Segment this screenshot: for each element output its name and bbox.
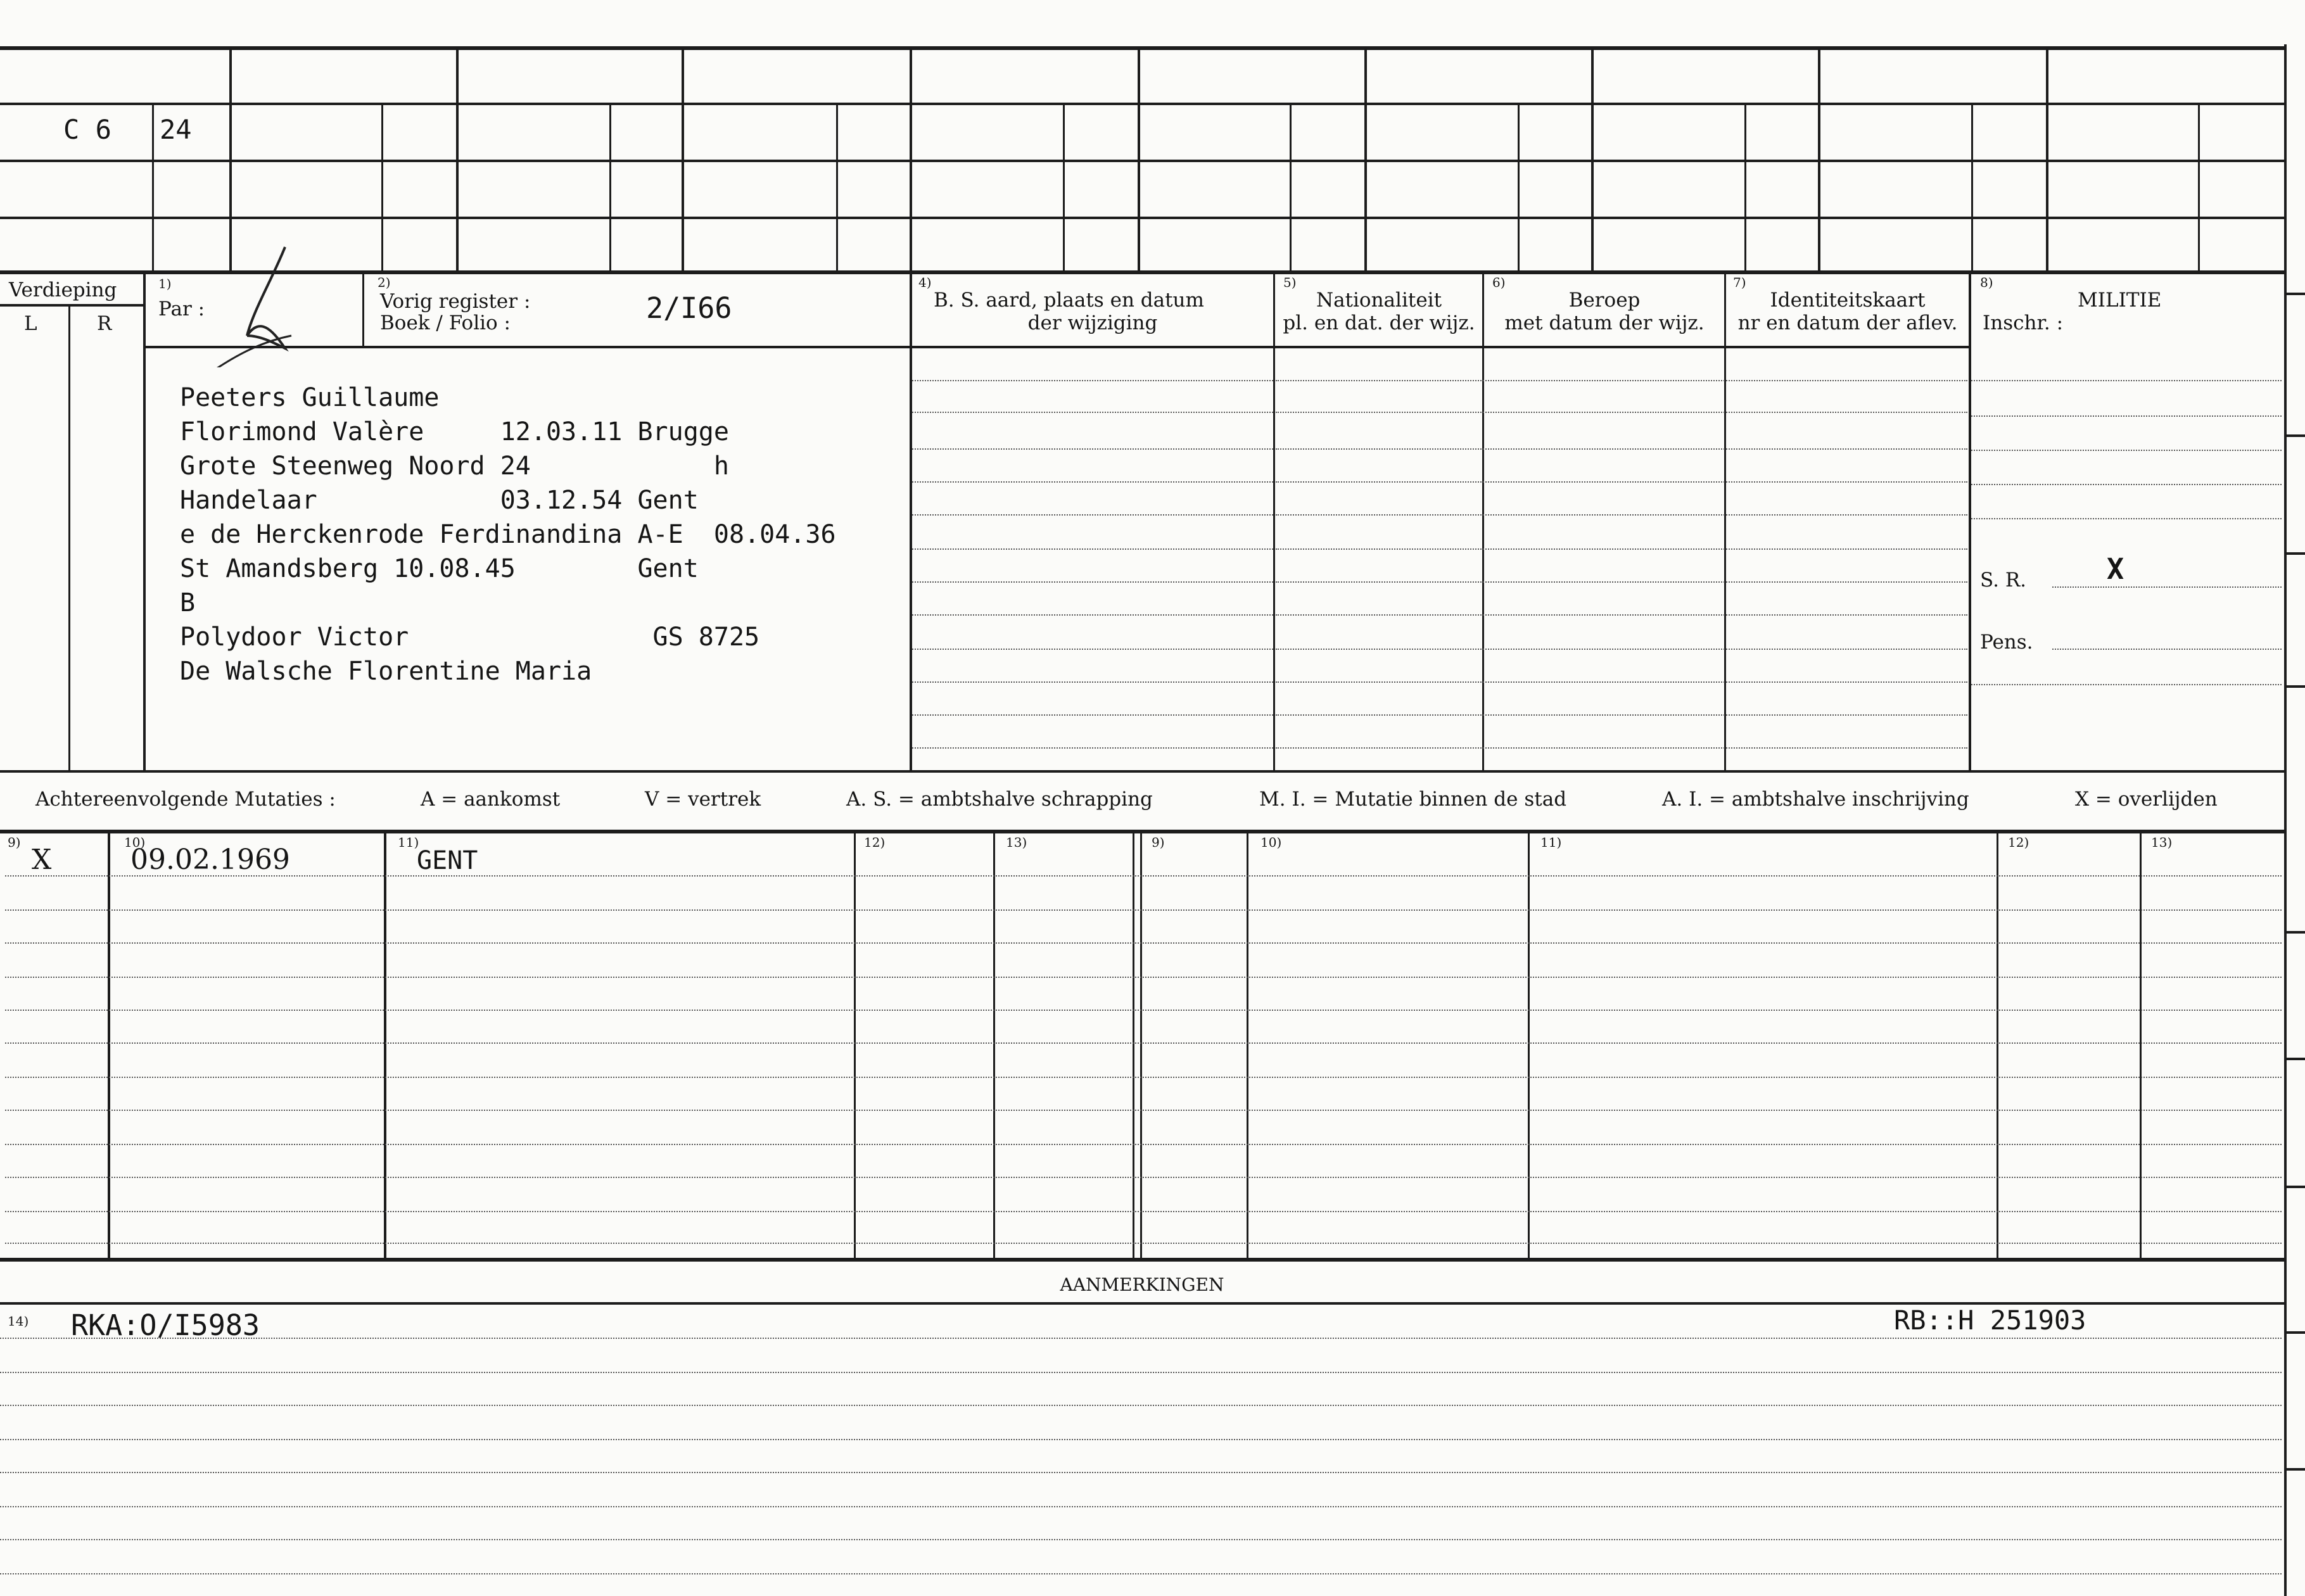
vorig-value: 2/I66 xyxy=(646,291,732,325)
militie-num: 8) xyxy=(1980,275,1993,290)
col-num-11b: 11) xyxy=(1540,835,1562,850)
beroep-label-1: Beroep xyxy=(1568,289,1641,312)
top-border xyxy=(0,46,2287,50)
inschr-label: Inschr. : xyxy=(1983,312,2064,334)
col-num-10b: 10) xyxy=(1260,835,1282,850)
aanmerkingen-rka: RKA:O/I5983 xyxy=(71,1308,260,1342)
vorig-num: 2) xyxy=(378,275,391,290)
col-num-9: 9) xyxy=(8,835,21,850)
legend-aankomst: A = aankomst xyxy=(421,788,561,811)
beroep-label-2: met datum der wijz. xyxy=(1504,312,1705,334)
militie-label: MILITIE xyxy=(2078,289,2162,312)
legend-ambtshalve-inschrijving: A. I. = ambtshalve inschrijving xyxy=(1662,788,1969,811)
legend-vertrek: V = vertrek xyxy=(645,788,761,811)
person-line: Polydoor Victor GS 8725 xyxy=(180,623,760,652)
code-left: C 6 xyxy=(63,114,111,145)
col-num-13b: 13) xyxy=(2151,835,2173,850)
top-grid-line xyxy=(0,160,2287,162)
bs-label-1: B. S. aard, plaats en datum xyxy=(934,289,1204,312)
ident-label-2: nr en datum der aflev. xyxy=(1737,312,1958,334)
nat-num: 5) xyxy=(1283,275,1297,290)
sr-label: S. R. xyxy=(1980,569,2027,592)
sr-value: X xyxy=(2107,552,2124,586)
person-line: B xyxy=(180,588,196,618)
vorig-label: Vorig register : xyxy=(380,290,531,313)
person-line: e de Herckenrode Ferdinandina A-E 08.04.36 xyxy=(180,520,836,549)
code-right: 24 xyxy=(160,114,192,145)
person-line: De Walsche Florentine Maria xyxy=(180,657,592,686)
legend-overlijden: X = overlijden xyxy=(2075,788,2218,811)
nat-label-2: pl. en dat. der wijz. xyxy=(1283,312,1475,334)
beroep-num: 6) xyxy=(1492,275,1506,290)
bs-label-2: der wijziging xyxy=(1027,312,1158,334)
par-label: Par : xyxy=(158,298,205,320)
person-line: Grote Steenweg Noord 24 h xyxy=(180,452,729,481)
legend-mutatie-stad: M. I. = Mutatie binnen de stad xyxy=(1259,788,1567,811)
person-line: Handelaar 03.12.54 Gent xyxy=(180,486,699,515)
verdieping-label: Verdieping xyxy=(9,279,117,301)
boek-folio-label: Boek / Folio : xyxy=(380,312,511,334)
col-num-12: 12) xyxy=(864,835,886,850)
legend-ambtshalve-schrapping: A. S. = ambtshalve schrapping xyxy=(846,788,1153,811)
par-num: 1) xyxy=(158,276,172,291)
col-num-10: 10) xyxy=(124,835,146,850)
ident-label-1: Identiteitskaart xyxy=(1770,289,1926,312)
aanmerkingen-rb: RB::H 251903 xyxy=(1894,1305,2086,1336)
person-line: Florimond Valère 12.03.11 Brugge xyxy=(180,417,729,446)
top-grid-line xyxy=(0,217,2287,219)
person-line: St Amandsberg 10.08.45 Gent xyxy=(180,554,699,583)
par-signature xyxy=(209,241,361,367)
col-num-9b: 9) xyxy=(1152,835,1165,850)
bs-num: 4) xyxy=(918,275,932,290)
aanmerkingen-num: 14) xyxy=(8,1314,29,1329)
col-num-12b: 12) xyxy=(2008,835,2029,850)
person-line: Peeters Guillaume xyxy=(180,383,440,412)
nat-label-1: Nationaliteit xyxy=(1316,289,1442,312)
ident-num: 7) xyxy=(1733,275,1746,290)
col-num-13: 13) xyxy=(1006,835,1027,850)
aanmerkingen-title: AANMERKINGEN xyxy=(1060,1274,1224,1295)
mutation-type: X xyxy=(32,844,52,876)
col-num-11: 11) xyxy=(398,835,419,850)
top-grid-line xyxy=(0,103,2287,105)
mutaties-title: Achtereenvolgende Mutaties : xyxy=(35,788,336,811)
mutation-date: 09.02.1969 xyxy=(130,844,290,876)
pens-label: Pens. xyxy=(1980,631,2033,654)
verdieping-l: L xyxy=(24,312,37,335)
verdieping-r: R xyxy=(97,312,112,335)
mutation-place: GENT xyxy=(417,846,478,875)
